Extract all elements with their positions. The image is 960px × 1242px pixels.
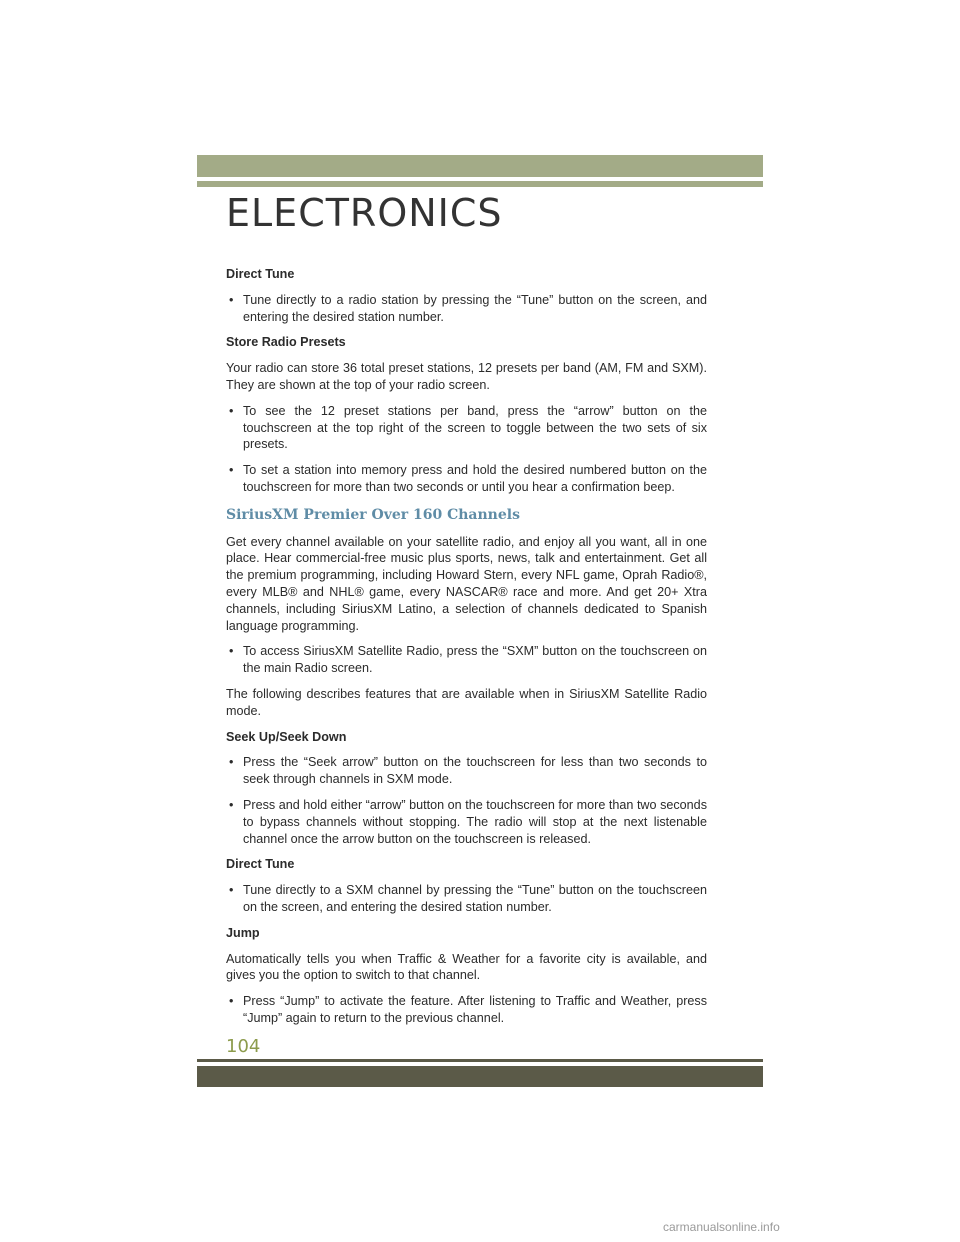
footer-rule [197,1059,763,1062]
page-number: 104 [226,1036,261,1057]
bullet-glyph: • [229,403,234,418]
paragraph: The following describes features that are available when in SiriusXM Satellite Radio mode. [226,686,707,718]
paragraph: Get every channel available on your satellite radio, and enjoy all you want, all in one place. Hear commercial-free music plus sports, news, talk and entertainment. Get all the premium programming, including Howard Stern, every NFL game, Oprah Radio®, every MLB® and NHL® game, every NASCAR® race and more. And get 20+ Xtra channels, including SiriusXM Latino, a selection of channels dedicated to Spanish language programming. [226,534,707,633]
list-item-text: Tune directly to a radio station by pressing the “Tune” button on the screen, and entering the desired station number. [243,292,707,324]
header-band [197,155,763,177]
section-title: ELECTRONICS [226,191,503,235]
watermark-text: carmanualsonline.info [663,1220,780,1234]
list-item-text: To set a station into memory press and hold the desired numbered button on the touchscreen for more than two seconds or until you hear a confirmation beep. [243,463,707,494]
list-item-text: To see the 12 preset stations per band, press the “arrow” button on the touchscreen at the top right of the screen to toggle between the two sets of six presets. [243,403,707,452]
bullet-glyph: • [229,463,234,478]
paragraph: Automatically tells you when Traffic & Weather for a favorite city is available, and gives you the option to switch to that channel. [226,951,707,983]
heading-siriusxm: SiriusXM Premier Over 160 Channels [226,506,520,523]
list-item [226,403,707,453]
bullet-glyph: • [229,644,234,659]
list-item [226,462,707,496]
subheading-direct-tune-sxm: Direct Tune [226,857,295,872]
list-item [226,292,707,326]
subheading-seek: Seek Up/Seek Down [226,729,347,744]
header-rule [197,181,763,187]
paragraph: Your radio can store 36 total preset stations, 12 presets per band (AM, FM and SXM). They are shown at the top of your radio screen. [226,361,707,392]
list-item [226,643,707,677]
bullet-glyph: • [229,797,234,812]
bullet-glyph: • [229,292,234,307]
subheading-store-presets: Store Radio Presets [226,335,346,350]
bullet-glyph: • [229,755,234,770]
list-item-text: Press “Jump” to activate the feature. After listening to Traffic and Weather, press “Jump” again to return to the previous channel. [243,994,707,1025]
list-item [226,754,707,788]
list-item-text: Press the “Seek arrow” button on the touchscreen for less than two seconds to seek through channels in SXM mode. [243,755,707,787]
list-item [226,882,707,916]
list-item [226,797,707,847]
subheading-jump: Jump [226,925,260,940]
bullet-glyph: • [229,883,234,898]
bullet-glyph: • [229,994,234,1009]
list-item-text: Tune directly to a SXM channel by pressing the “Tune” button on the touchscreen on the screen, and entering the desired station number. [243,883,707,914]
list-item [226,993,707,1027]
footer-band [197,1066,763,1087]
page-content [226,266,707,1036]
list-item-text: Press and hold either “arrow” button on the touchscreen for more than two seconds to bypass channels without stopping. The radio will stop at the next listenable channel once the arrow button on the touchscreen is released. [243,797,707,846]
list-item-text: To access SiriusXM Satellite Radio, press the “SXM” button on the touchscreen on the main Radio screen. [243,644,707,676]
subheading-direct-tune: Direct Tune [226,267,295,281]
